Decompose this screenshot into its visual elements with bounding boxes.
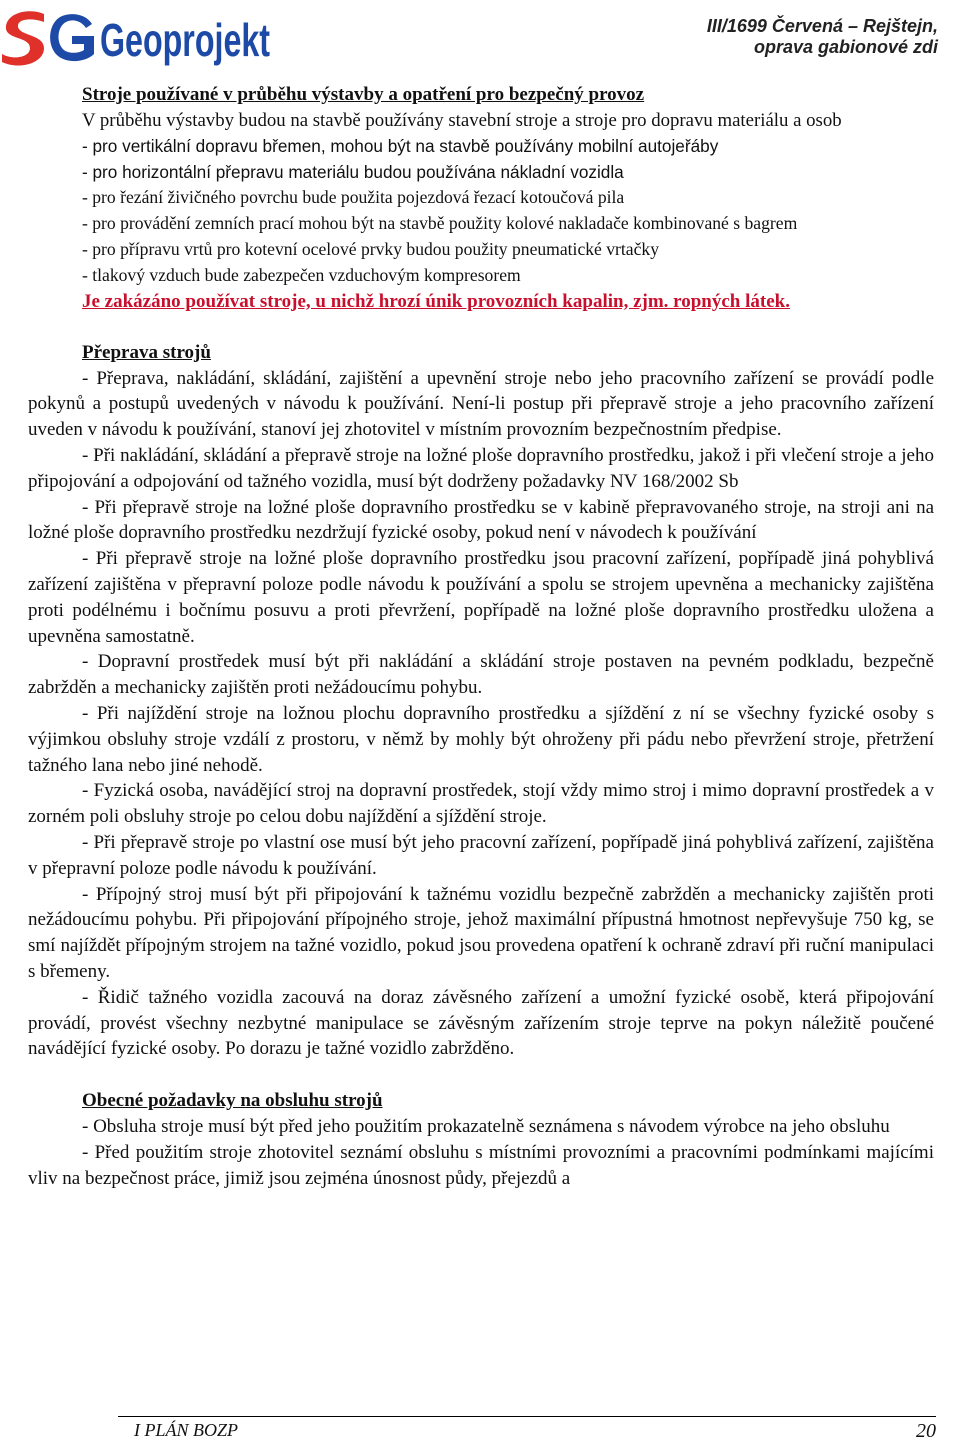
paragraph: - Dopravní prostředek musí být při nakládání a skládání stroje postaven na pevném podkladu, bezpečně zabržděn a mechanicky zajištěn proti nežádoucímu pohybu. bbox=[28, 651, 934, 699]
page-content bbox=[28, 82, 934, 1191]
paragraph: - Obsluha stroje musí být před jeho použitím prokazatelně seznámena s návodem výrobce na jeho obsluhu bbox=[82, 1116, 890, 1138]
list-item: - pro horizontální přepravu materiálu budou používána nákladní vozidla bbox=[82, 161, 624, 182]
section-intro: V průběhu výstavby budou na stavbě používány stavební stroje a stroje pro dopravu materiálu a osob bbox=[82, 110, 842, 131]
page-header bbox=[0, 0, 960, 70]
paragraph: - Při najíždění stroje na ložnou plochu dopravního prostředku a sjíždění z ní se všechny fyzické osoby s výjimkou obsluhy stroje vzdálí z prostoru, v němž by mohly být ohroženy při pádu nebo převržení stroje, přetržení tažného lana nebo jiné nehodě. bbox=[28, 702, 934, 776]
paragraph: - Před použitím stroje zhotovitel seznámí obsluhu s místními provozními a pracovními podmínkami majícími vliv na bezpečnost práce, jimiž jsou zejména únosnost půdy, přejezdů a bbox=[28, 1141, 934, 1189]
paragraph: - Přeprava, nakládání, skládání, zajištění a upevnění stroje nebo jeho pracovního zařízení se provádí podle pokynů a postupů uvedených v návodu k používání. Není-li postup při přepravě stroje a jeho pracovního zařízení uveden v návodu k používání, stanoví jej zhotovitel v místním provozním bezpečnostním předpise. bbox=[28, 367, 934, 441]
list-item: - tlakový vzduch bude zabezpečen vzduchovým kompresorem bbox=[82, 264, 521, 285]
sg-geoprojekt-logo bbox=[0, 6, 272, 68]
section-heading-transport: Přeprava strojů bbox=[82, 341, 211, 363]
paragraph: - Fyzická osoba, navádějící stroj na dopravní prostředek, stojí vždy mimo stroj i mimo dopravní prostředek a v zorném poli obsluhy stroje po celou dobu najíždění a sjíždění stroje. bbox=[28, 780, 934, 828]
svg-text:Geoprojekt: Geoprojekt bbox=[100, 14, 270, 66]
document-reference-line2: oprava gabionové zdi bbox=[753, 37, 938, 57]
paragraph: - Při přepravě stroje na ložné ploše dopravního prostředku jsou pracovní zařízení, popřípadě jiná pohyblivá zařízení zajištěna v přepravní poloze podle návodu k používání a spolu se strojem upevněna a mechanicky zajištěna proti podélnému i bočnímu posuvu a proti převržení, popřípadě na ložné ploše dopravního prostředku uložena a upevněna samostatně. bbox=[28, 548, 934, 647]
paragraph: - Při přepravě stroje po vlastní ose musí být jeho pracovní zařízení, popřípadě jiná pohyblivá zařízení, zajištěna v přepravní poloze podle návodu k používání. bbox=[28, 831, 934, 879]
paragraph: - Při nakládání, skládání a přepravě stroje na ložné ploše dopravního prostředku, jakož i při vlečení stroje a jeho připojování a odpojování od tažného vozidla, musí být dodrženy požadavky NV 168/2002 Sb bbox=[28, 444, 934, 492]
list-item: - pro provádění zemních prací mohou být na stavbě použity kolové nakladače kombinované s bagrem bbox=[82, 213, 798, 234]
section-heading-operation: Obecné požadavky na obsluhu strojů bbox=[82, 1090, 383, 1112]
paragraph: - Při přepravě stroje na ložné ploše dopravního prostředku se v kabině přepravovaného stroje, na stroji ani na ložné ploše dopravního prostředku nezdržují fyzické osoby, pokud není v návodech k používání bbox=[28, 496, 934, 544]
page-footer bbox=[118, 1416, 936, 1441]
page-number: 20 bbox=[916, 1420, 936, 1442]
spacer bbox=[28, 315, 934, 340]
list-item: - pro řezání živičného povrchu bude použita pojezdová řezací kotoučová pila bbox=[82, 187, 625, 208]
spacer bbox=[28, 1062, 934, 1088]
list-item: - pro přípravu vrtů pro kotevní ocelové prvky budou použity pneumatické vrtačky bbox=[82, 238, 660, 259]
document-reference bbox=[707, 16, 938, 58]
paragraph: - Přípojný stroj musí být při připojování k tažnému vozidlu bezpečně zabržděn a mechanicky zajištěn proti nežádoucímu pohybu. Při připojování přípojného stroje, jehož maximální přípustná hmotnost nepřevyšuje 750 kg, se smí najíždět přípojným strojem na tažné vozidlo, pokud jsou provedena opatření k ochraně zdraví při ruční manipulaci s břemeny. bbox=[28, 883, 934, 982]
paragraph: - Řidič tažného vozidla zacouvá na doraz závěsného zařízení a umožní fyzické osobě, která připojování provádí, provést všechny nezbytné manipulace se závěsným zařízením stroje teprve na pokyn náležitě poučené navádějící fyzické osoby. Po dorazu je tažné vozidlo zabržděno. bbox=[28, 986, 934, 1060]
footer-document-title: I PLÁN BOZP bbox=[134, 1420, 239, 1440]
list-item: - pro vertikální dopravu břemen, mohou být na stavbě používány mobilní autojeřáby bbox=[82, 135, 719, 156]
document-reference-line1: III/1699 Červená – Rejštejn, bbox=[706, 16, 938, 36]
warning-text: Je zakázáno používat stroje, u nichž hrozí únik provozních kapalin, zjm. ropných látek. bbox=[82, 290, 790, 312]
section-heading-machines: Stroje používané v průběhu výstavby a opatření pro bezpečný provoz bbox=[82, 84, 645, 105]
